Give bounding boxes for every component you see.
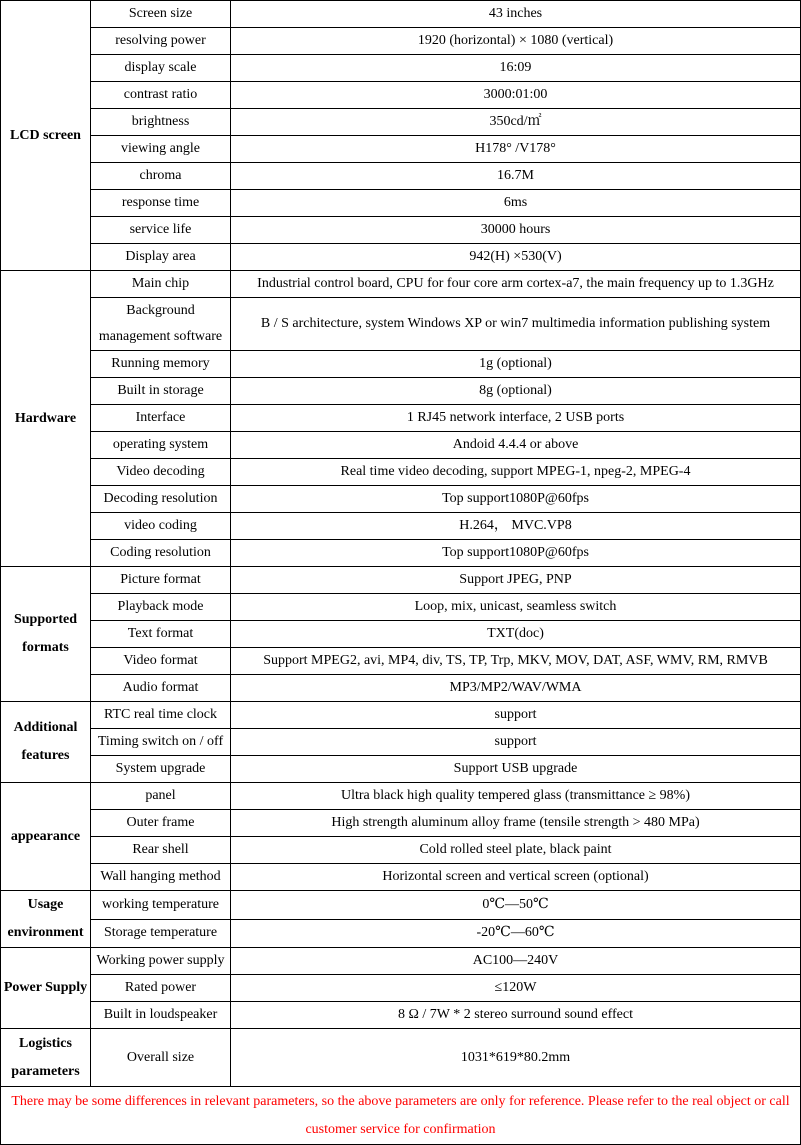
spec-label: Built in storage (91, 378, 231, 405)
spec-label: panel (91, 783, 231, 810)
spec-label: Interface (91, 405, 231, 432)
spec-row (1, 163, 801, 190)
spec-row (1, 975, 801, 1002)
spec-value: Ultra black high quality tempered glass (transmittance ≥ 98%) (231, 783, 801, 810)
spec-row (1, 948, 801, 975)
spec-value: support (231, 702, 801, 729)
spec-label: Rated power (91, 975, 231, 1002)
spec-value: 3000:01:00 (231, 82, 801, 109)
group-header: Power Supply (1, 948, 91, 1029)
spec-row (1, 675, 801, 702)
spec-value: Andoid 4.4.4 or above (231, 432, 801, 459)
spec-label: Running memory (91, 351, 231, 378)
spec-row (1, 567, 801, 594)
group-header: appearance (1, 783, 91, 891)
spec-label: Screen size (91, 1, 231, 28)
spec-label: Outer frame (91, 810, 231, 837)
spec-row (1, 82, 801, 109)
group-header: LCD screen (1, 1, 91, 271)
spec-label: service life (91, 217, 231, 244)
spec-row (1, 109, 801, 136)
spec-row (1, 351, 801, 378)
spec-value: TXT(doc) (231, 621, 801, 648)
spec-row (1, 1002, 801, 1029)
spec-value: MP3/MP2/WAV/WMA (231, 675, 801, 702)
spec-value: Loop, mix, unicast, seamless switch (231, 594, 801, 621)
spec-value: 1031*619*80.2mm (231, 1029, 801, 1087)
spec-label: resolving power (91, 28, 231, 55)
spec-value: High strength aluminum alloy frame (tensile strength > 480 MPa) (231, 810, 801, 837)
spec-label: viewing angle (91, 136, 231, 163)
spec-label: brightness (91, 109, 231, 136)
spec-value: Support JPEG, PNP (231, 567, 801, 594)
spec-value: 8g (optional) (231, 378, 801, 405)
spec-label: Rear shell (91, 837, 231, 864)
footer-row (1, 1087, 801, 1145)
spec-row (1, 919, 801, 948)
spec-label: Storage temperature (91, 919, 231, 948)
spec-row (1, 459, 801, 486)
spec-value: 30000 hours (231, 217, 801, 244)
spec-row (1, 486, 801, 513)
spec-value: Real time video decoding, support MPEG-1, npeg-2, MPEG-4 (231, 459, 801, 486)
spec-value: 43 inches (231, 1, 801, 28)
spec-label: Display area (91, 244, 231, 271)
spec-row (1, 837, 801, 864)
spec-label: operating system (91, 432, 231, 459)
spec-row (1, 864, 801, 891)
group-header: Supported formats (1, 567, 91, 702)
spec-label: Video format (91, 648, 231, 675)
spec-label: Working power supply (91, 948, 231, 975)
group-header: Additional features (1, 702, 91, 783)
spec-value: 6ms (231, 190, 801, 217)
spec-table-body (1, 1, 801, 1087)
spec-label: RTC real time clock (91, 702, 231, 729)
spec-value: H.264， MVC.VP8 (231, 513, 801, 540)
spec-label: Audio format (91, 675, 231, 702)
spec-row (1, 621, 801, 648)
spec-row (1, 540, 801, 567)
spec-value: Industrial control board, CPU for four core arm cortex-a7, the main frequency up to 1.3GHz (231, 271, 801, 298)
spec-value: 8 Ω / 7W * 2 stereo surround sound effect (231, 1002, 801, 1029)
spec-row (1, 55, 801, 82)
group-header: Logistics parameters (1, 1029, 91, 1087)
spec-value: 1920 (horizontal) × 1080 (vertical) (231, 28, 801, 55)
group-header: Hardware (1, 271, 91, 567)
spec-row (1, 702, 801, 729)
spec-label: Wall hanging method (91, 864, 231, 891)
spec-value: Top support1080P@60fps (231, 486, 801, 513)
spec-value: AC100—240V (231, 948, 801, 975)
spec-value: 1 RJ45 network interface, 2 USB ports (231, 405, 801, 432)
spec-row (1, 648, 801, 675)
spec-label: Decoding resolution (91, 486, 231, 513)
spec-row (1, 271, 801, 298)
spec-row (1, 432, 801, 459)
spec-label: video coding (91, 513, 231, 540)
spec-value: H178° /V178° (231, 136, 801, 163)
spec-value: support (231, 729, 801, 756)
spec-label: display scale (91, 55, 231, 82)
spec-value: 0℃—50℃ (231, 891, 801, 920)
spec-row (1, 891, 801, 920)
spec-row (1, 190, 801, 217)
spec-row (1, 729, 801, 756)
spec-row (1, 298, 801, 351)
spec-value: ≤120W (231, 975, 801, 1002)
spec-value: Support MPEG2, avi, MP4, div, TS, TP, Trp, MKV, MOV, DAT, ASF, WMV, RM, RMVB (231, 648, 801, 675)
spec-value: Support USB upgrade (231, 756, 801, 783)
spec-row (1, 756, 801, 783)
spec-value: 1g (optional) (231, 351, 801, 378)
spec-label: chroma (91, 163, 231, 190)
spec-label: contrast ratio (91, 82, 231, 109)
spec-row (1, 783, 801, 810)
spec-value: 16:09 (231, 55, 801, 82)
spec-label: Coding resolution (91, 540, 231, 567)
spec-label: response time (91, 190, 231, 217)
spec-label: Playback mode (91, 594, 231, 621)
spec-row (1, 1029, 801, 1087)
spec-value: -20℃—60℃ (231, 919, 801, 948)
spec-row (1, 405, 801, 432)
spec-value: 350cd/㎡ (231, 109, 801, 136)
spec-label: Picture format (91, 567, 231, 594)
spec-row (1, 594, 801, 621)
spec-value: Top support1080P@60fps (231, 540, 801, 567)
spec-value: 942(H) ×530(V) (231, 244, 801, 271)
spec-row (1, 513, 801, 540)
spec-row (1, 1, 801, 28)
spec-row (1, 136, 801, 163)
spec-row (1, 217, 801, 244)
spec-label: Built in loudspeaker (91, 1002, 231, 1029)
spec-row (1, 244, 801, 271)
spec-row (1, 810, 801, 837)
spec-label: Overall size (91, 1029, 231, 1087)
spec-label: Timing switch on / off (91, 729, 231, 756)
spec-label: Text format (91, 621, 231, 648)
spec-label: working temperature (91, 891, 231, 920)
footer-note: There may be some differences in relevant parameters, so the above parameters are only for reference. Please refer to the real object or call customer service for confirmation (1, 1087, 801, 1145)
spec-label: Main chip (91, 271, 231, 298)
spec-value: 16.7M (231, 163, 801, 190)
spec-row (1, 378, 801, 405)
spec-label: System upgrade (91, 756, 231, 783)
spec-label: Background management software (91, 298, 231, 351)
group-header: Usage environment (1, 891, 91, 948)
spec-value: Cold rolled steel plate, black paint (231, 837, 801, 864)
spec-value: Horizontal screen and vertical screen (optional) (231, 864, 801, 891)
spec-row (1, 28, 801, 55)
spec-value: B / S architecture, system Windows XP or win7 multimedia information publishing system (231, 298, 801, 351)
spec-label: Video decoding (91, 459, 231, 486)
